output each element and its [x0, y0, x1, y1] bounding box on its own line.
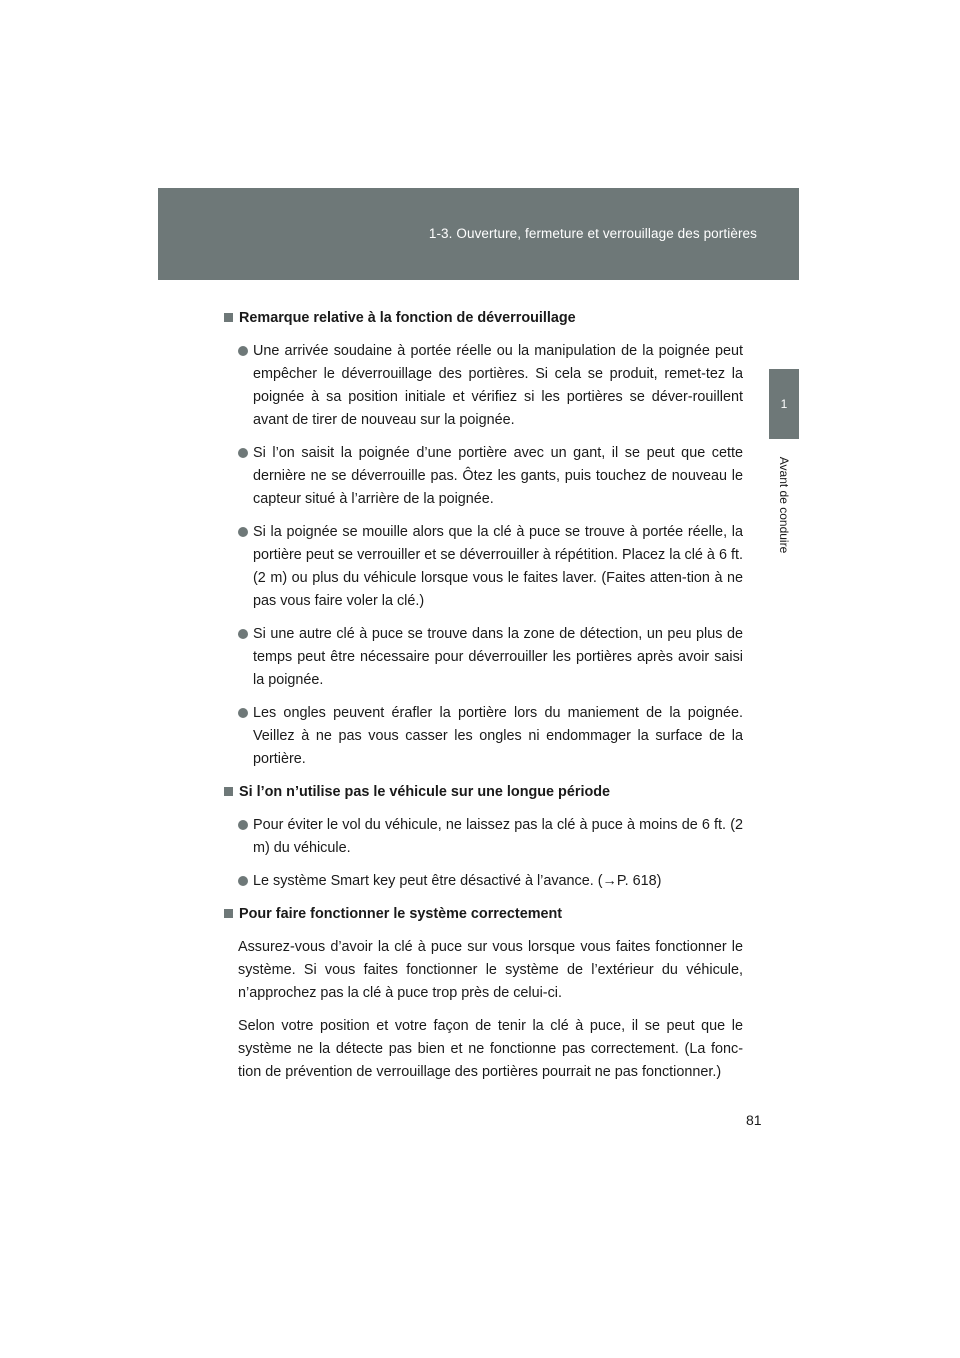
round-bullet-icon — [238, 629, 248, 639]
section-heading — [224, 307, 743, 330]
round-bullet-icon — [238, 448, 248, 458]
list-item — [238, 623, 743, 692]
section-heading-text: Pour faire fonctionner le système correctement — [239, 906, 563, 922]
section-heading — [224, 903, 743, 926]
page-number: 81 — [746, 1112, 762, 1128]
list-item-text: Pour éviter le vol du véhicule, ne laissez pas la clé à puce à moins de 6 ft. (2 m) du véhicule. — [253, 817, 743, 856]
square-bullet-icon — [224, 909, 233, 918]
list-item — [238, 870, 743, 893]
chapter-tab-number: 1 — [769, 369, 799, 439]
round-bullet-icon — [238, 708, 248, 718]
list-item-text: Si une autre clé à puce se trouve dans la zone de détection, un peu plus de temps peut être nécessaire pour déverrouiller les portières après avoir saisi la poignée. — [253, 626, 743, 688]
square-bullet-icon — [224, 787, 233, 796]
list-item — [238, 340, 743, 432]
round-bullet-icon — [238, 820, 248, 830]
section-heading-text: Si l’on n’utilise pas le véhicule sur une longue période — [239, 784, 611, 800]
round-bullet-icon — [238, 876, 248, 886]
round-bullet-icon — [238, 527, 248, 537]
round-bullet-icon — [238, 346, 248, 356]
list-item-text: Le système Smart key peut être désactivé à l’avance. (→P. 618) — [253, 873, 662, 889]
page-content — [224, 307, 743, 1094]
square-bullet-icon — [224, 313, 233, 322]
list-item-text: Si la poignée se mouille alors que la clé à puce se trouve à portée réelle, la portière peut se verrouiller et se déverrouiller à répétition. Placez la clé à 6 ft. (2 m) ou plus du véhicule lorsque vous le faites laver. (Faites atten-tion à ne pas vous faire voler la clé.) — [253, 524, 743, 609]
chapter-title: 1-3. Ouverture, fermeture et verrouillage des portières — [428, 226, 757, 241]
list-item — [238, 702, 743, 771]
section-heading — [224, 781, 743, 804]
list-item — [238, 521, 743, 613]
list-item-text: Si l’on saisit la poignée d’une portière avec un gant, il se peut que cette dernière ne se déverrouille pas. Ôtez les gants, puis touchez de nouveau le capteur situé à l’arrière de la poignée. — [253, 445, 743, 507]
list-item — [238, 814, 743, 860]
list-item-text: Une arrivée soudaine à portée réelle ou la manipulation de la poignée peut empêcher le déverrouillage des portières. Si cela se produit, remet-tez la poignée à sa position initiale et vérifiez si les portières se déver-rouillent avant de tirer de nouveau sur la poignée. — [253, 343, 743, 428]
chapter-tab-label: Avant de conduire — [777, 456, 791, 554]
list-item — [238, 442, 743, 511]
list-item-text: Les ongles peuvent érafler la portière lors du maniement de la poignée. Veillez à ne pas vous casser les ongles ni endommager la surface de la portière. — [253, 705, 743, 767]
section-heading-text: Remarque relative à la fonction de déverrouillage — [239, 310, 576, 326]
chapter-header-band — [158, 188, 799, 280]
paragraph: Selon votre position et votre façon de tenir la clé à puce, il se peut que le système ne la détecte pas bien et ne fonctionne pas correctement. (La fonc-tion de prévention de verrouillage des portières pourrait ne pas fonctionner.) — [238, 1018, 743, 1080]
paragraph: Assurez-vous d’avoir la clé à puce sur vous lorsque vous faites fonctionner le système. Si vous faites fonctionner le système de l’extérieur du véhicule, n’approchez pas la clé à puce trop près de celui-ci. — [238, 939, 743, 1001]
